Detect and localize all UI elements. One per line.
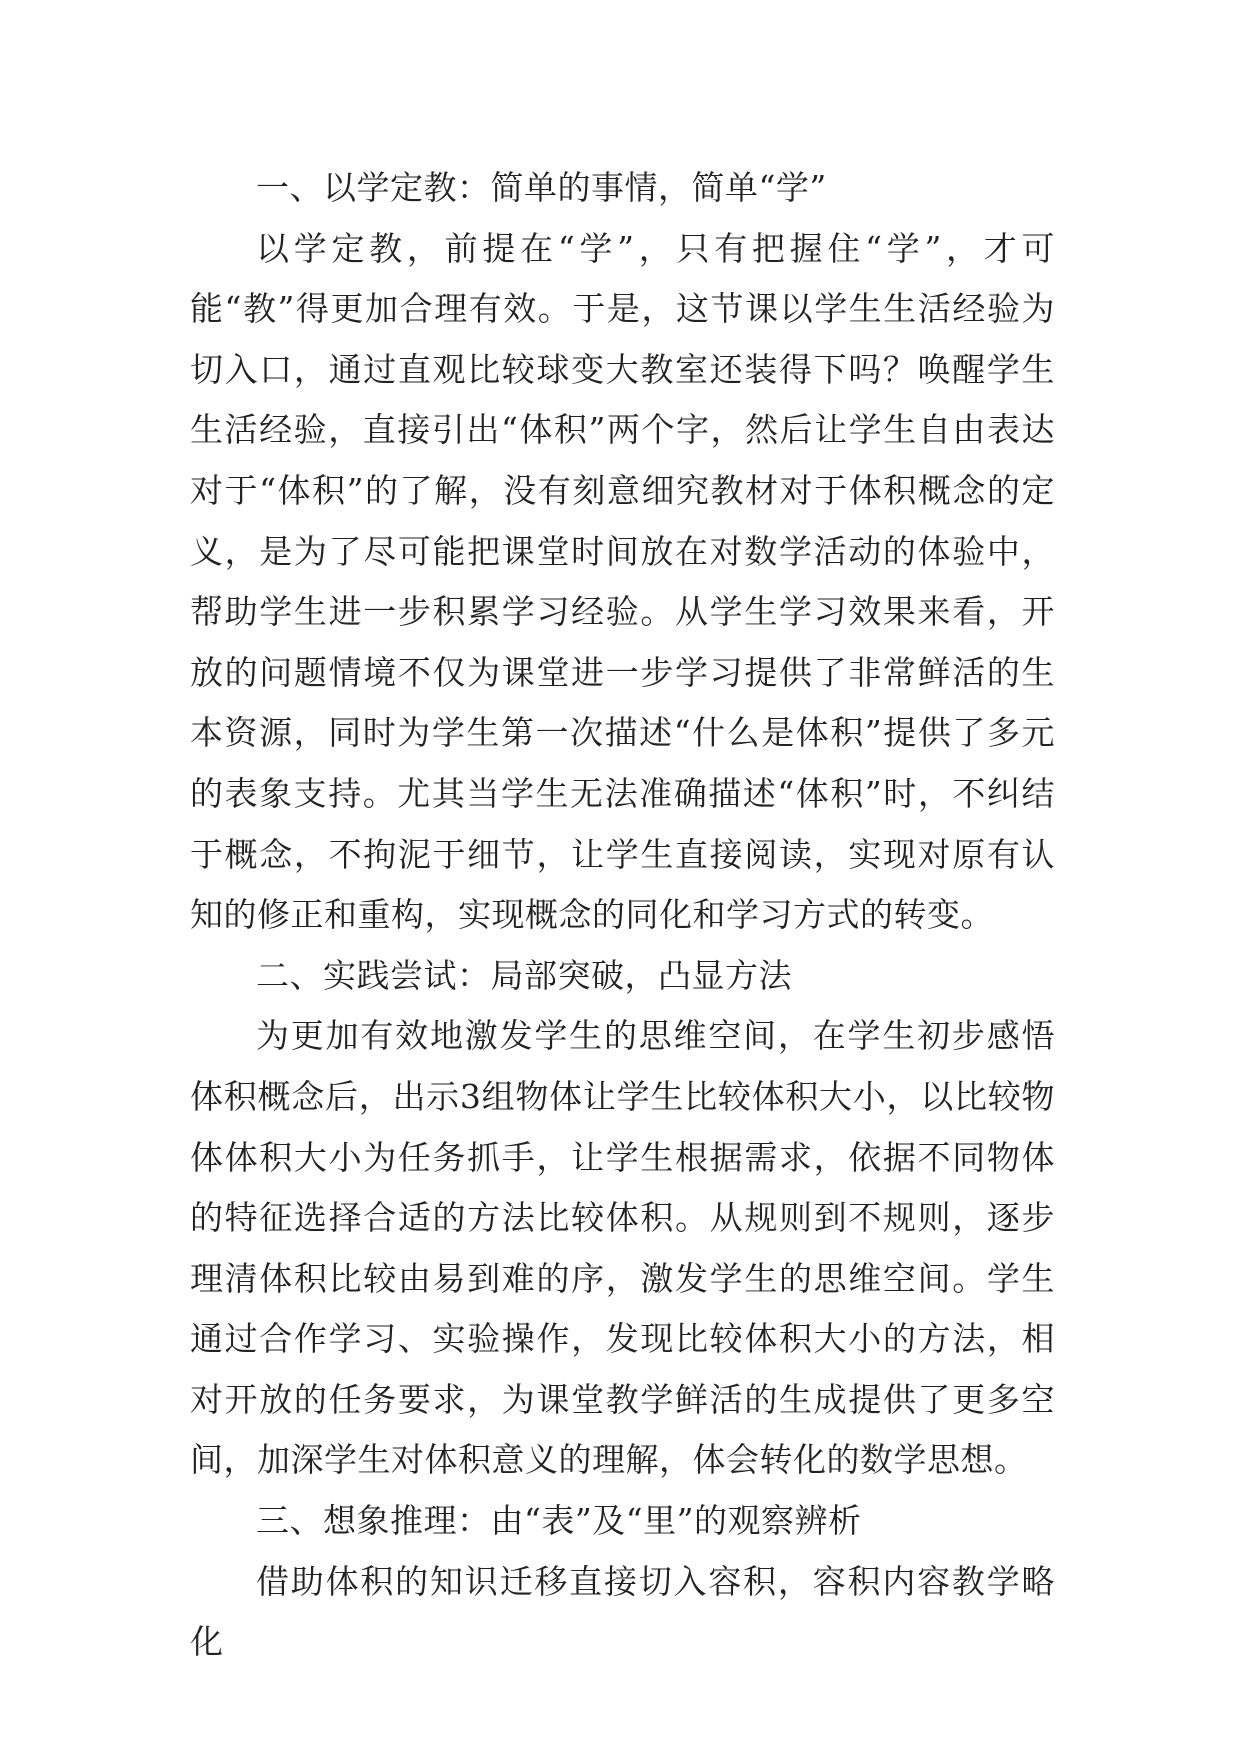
paragraph-1: 以学定教，前提在“学”，只有把握住“学”，才可能“教”得更加合理有效。于是，这节课以学生生活经验为切入口，通过直观比较球变大教室还装得下吗？唤醒学生生活经验，直接引出“体积”两个字，然后让学生自由表达对于“体积”的了解，没有刻意细究教材对于体积概念的定义，是为了尽可能把课堂时间放在对数学活动的体验中，帮助学生进一步积累学习经验。从学生学习效果来看，开放的问题情境不仅为课堂进一步学习提供了非常鲜活的生本资源，同时为学生第一次描述“什么是体积”提供了多元的表象支持。尤其当学生无法准确描述“体积”时，不纠结于概念，不拘泥于细节，让学生直接阅读，实现对原有认知的修正和重构，实现概念的同化和学习方式的转变。 (190, 228, 1055, 935)
section-heading-1: 一、以学定教：简单的事情，简单“学” (256, 168, 827, 207)
section-heading-2: 二、实践尝试：局部突破，凸显方法 (256, 955, 792, 995)
section-heading-3: 三、想象推理：由“表”及“里”的观察辨析 (256, 1501, 862, 1541)
paragraph-2: 为更加有效地激发学生的思维空间，在学生初步感悟体积概念后，出示3组物体让学生比较体积大小，以比较物体体积大小为任务抓手，让学生根据需求，依据不同物体的特征选择合适的方法比较体积。从规则到不规则，逐步理清体积比较由易到难的序，激发学生的思维空间。学生通过合作学习、实验操作，发现比较体积大小的方法，相对开放的任务要求，为课堂教学鲜活的生成提供了更多空间，加深学生对体积意义的理解，体会转化的数学思想。 (190, 1016, 1055, 1480)
document-body (190, 158, 1055, 1673)
paragraph-3: 借助体积的知识迁移直接切入容积，容积内容教学略化 (190, 1561, 1055, 1662)
